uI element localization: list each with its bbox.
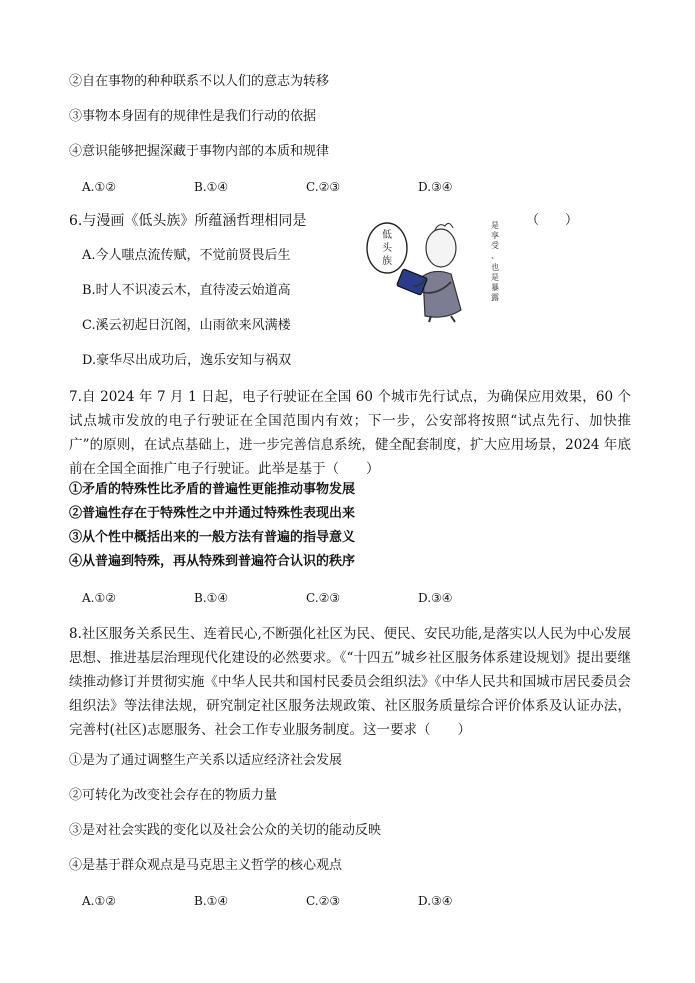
prev-options xyxy=(82,178,602,196)
q7-statement-3: ③从个性中概括出来的一般方法有普遍的指导意义 xyxy=(69,530,356,545)
figure-body xyxy=(423,271,461,317)
caption-char-4: 、 xyxy=(491,251,499,260)
q8-option-c[interactable]: C.②③ xyxy=(306,894,341,908)
q6-choice-c[interactable]: C.溪云初起日沉阁，山雨欲来风满楼 xyxy=(82,318,291,333)
q7-statement-4: ④从普遍到特殊，再从特殊到普遍符合认识的秩序 xyxy=(69,554,356,569)
q7-option-b[interactable]: B.①④ xyxy=(194,591,229,605)
q8-statement-2: ②可转化为改变社会存在的物质力量 xyxy=(69,788,278,803)
q7-option-a[interactable]: A.①② xyxy=(82,591,116,605)
q8-options xyxy=(82,892,602,910)
q8-statement-4: ④是基于群众观点是马克思主义哲学的核心观点 xyxy=(69,858,343,873)
bubble-char-2: 头 xyxy=(382,243,392,254)
prev-option-c[interactable]: C.②③ xyxy=(306,180,341,194)
prev-statement-2: ②自在事物的种种联系不以人们的意志为转移 xyxy=(69,74,330,89)
prev-option-b[interactable]: B.①④ xyxy=(194,180,229,194)
q7-statement-2: ②普遍性存在于特殊性之中并通过特殊性表现出来 xyxy=(69,506,356,521)
q8-stem: 8.社区服务关系民生、连着民心,不断强化社区为民、便民、安民功能,是落实以人民为中心发展思想、推进基层治理现代化建设的必然要求。《“十四五”城乡社区服务体系建设规划》提出要继续推动修订并贯彻实施《中华人民共和国村民委员会组织法》《中华人民共和国城市居民委员会组织法》等法律法规，研究制定社区服务法规政策、社区服务质量综合评价体系及认证办法，完善村(社区)志愿服务、社会工作专业服务制度。这一要求（ ） xyxy=(69,626,631,738)
bubble-char-1: 低 xyxy=(382,230,392,241)
prev-statement-4: ④意识能够把握深藏于事物内部的本质和规律 xyxy=(69,144,330,159)
q7-statement-1: ①矛盾的特殊性比矛盾的普遍性更能推动事物发展 xyxy=(69,482,356,497)
prev-option-a[interactable]: A.①② xyxy=(82,180,116,194)
q7-options xyxy=(82,589,602,607)
q8-option-b[interactable]: B.①④ xyxy=(194,894,229,908)
caption-char-5: 也 xyxy=(491,263,499,272)
q8-option-a[interactable]: A.①② xyxy=(82,894,116,908)
caption-char-1: 是 xyxy=(491,221,499,230)
q7-stem: 7.自 2024 年 7 月 1 日起，电子行驶证在全国 60 个城市先行试点，为确保应用效果，60 个试点城市发放的电子行驶证在全国范围内有效；下一步，公安部将按照“试点先行、加快推广”的原则，在试点基础上，进一步完善信息系统，健全配套制度，扩大应用场景，2024 年底前在全国全面推广电子行驶证。此举是基于（ ） xyxy=(69,389,631,477)
figure-head xyxy=(426,229,456,267)
cartoon-illustration xyxy=(365,218,505,324)
q8-statement-1: ①是为了通过调整生产关系以适应经济社会发展 xyxy=(69,753,343,768)
q8-option-d[interactable]: D.③④ xyxy=(418,894,453,908)
q6-choice-d[interactable]: D.豪华尽出成功后，逸乐安知与祸双 xyxy=(82,353,292,368)
q6-answer-paren: （ ） xyxy=(526,213,579,228)
q7-option-c[interactable]: C.②③ xyxy=(306,591,341,605)
q7-option-d[interactable]: D.③④ xyxy=(418,591,453,605)
caption-char-7: 暴 xyxy=(491,283,499,292)
q6-stem: 6.与漫画《低头族》所蕴涵哲理相同是 xyxy=(69,213,307,229)
caption-char-2: 享 xyxy=(491,231,499,240)
caption-char-3: 受 xyxy=(491,241,499,250)
prev-statement-3: ③事物本身固有的规律性是我们行动的依据 xyxy=(69,109,317,124)
prev-option-d[interactable]: D.③④ xyxy=(418,180,453,194)
q8-statement-3: ③是对社会实践的变化以及社会公众的关切的能动反映 xyxy=(69,823,382,838)
cartoon-head-down-tribe xyxy=(365,218,505,324)
caption-char-8: 露 xyxy=(491,293,499,302)
caption-char-6: 是 xyxy=(491,273,499,282)
q6-choice-b[interactable]: B.时人不识凌云木，直待凌云始道高 xyxy=(82,283,291,298)
bubble-char-3: 族 xyxy=(382,256,392,267)
q6-choice-a[interactable]: A.今人嗤点流传赋，不觉前贤畏后生 xyxy=(82,248,291,263)
